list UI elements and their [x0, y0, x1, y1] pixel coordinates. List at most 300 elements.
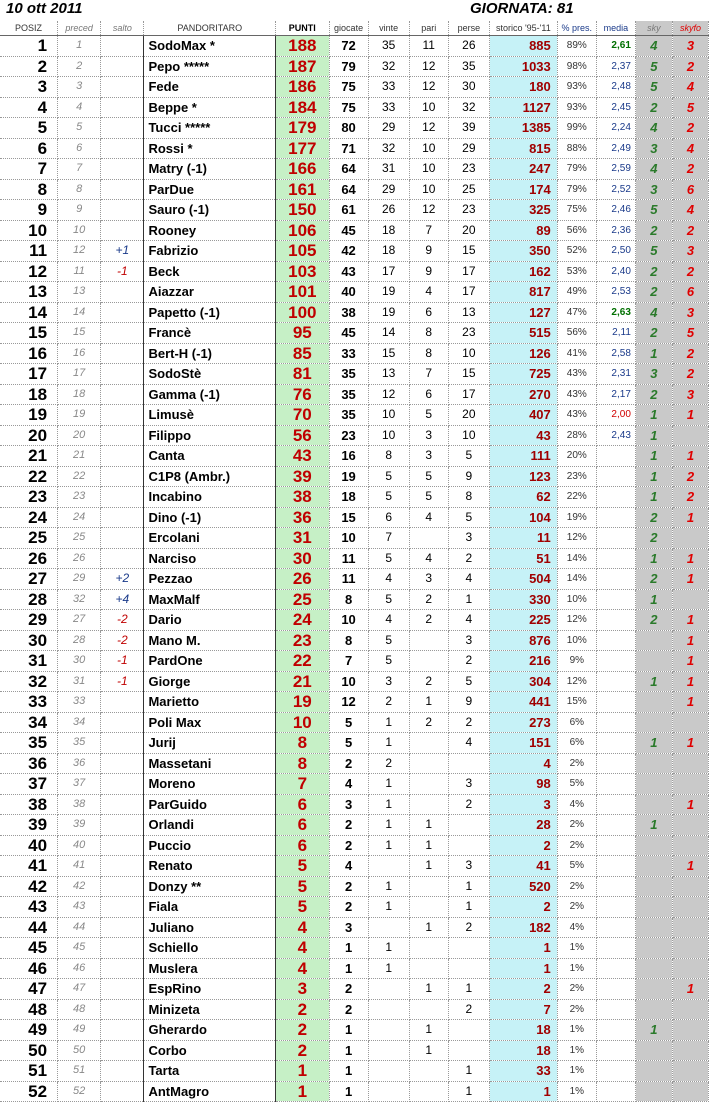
won: 15 — [368, 343, 409, 364]
won: 5 — [368, 487, 409, 508]
previous-position: 10 — [58, 220, 101, 241]
average — [596, 794, 635, 815]
historic-total: 28 — [489, 815, 557, 836]
won: 29 — [368, 179, 409, 200]
position: 18 — [0, 384, 58, 405]
sky-count: 5 — [635, 200, 672, 221]
won: 5 — [368, 589, 409, 610]
player-name: Filippo — [144, 425, 276, 446]
won: 6 — [368, 507, 409, 528]
presence-percent: 15% — [557, 692, 596, 713]
sky-count: 5 — [635, 77, 672, 98]
lost: 2 — [448, 917, 489, 938]
lost: 15 — [448, 241, 489, 262]
presence-percent: 2% — [557, 876, 596, 897]
drawn: 10 — [409, 179, 448, 200]
drawn: 2 — [409, 610, 448, 631]
points: 5 — [276, 897, 329, 918]
header-row — [0, 21, 709, 36]
historic-total: 89 — [489, 220, 557, 241]
played: 42 — [329, 241, 368, 262]
skyfo-count — [672, 774, 708, 795]
average — [596, 1020, 635, 1041]
previous-position: 28 — [58, 630, 101, 651]
sky-count: 4 — [635, 159, 672, 180]
won: 5 — [368, 548, 409, 569]
average — [596, 1040, 635, 1061]
skyfo-count: 1 — [672, 569, 708, 590]
played: 43 — [329, 261, 368, 282]
lost: 5 — [448, 507, 489, 528]
position: 7 — [0, 159, 58, 180]
average: 2,00 — [596, 405, 635, 426]
points: 22 — [276, 651, 329, 672]
previous-position: 40 — [58, 835, 101, 856]
historic-total: 162 — [489, 261, 557, 282]
table-row — [0, 712, 709, 733]
played: 11 — [329, 548, 368, 569]
drawn: 12 — [409, 200, 448, 221]
sky-count: 2 — [635, 610, 672, 631]
position: 16 — [0, 343, 58, 364]
presence-percent: 5% — [557, 774, 596, 795]
average — [596, 1061, 635, 1082]
position: 12 — [0, 261, 58, 282]
skyfo-count: 2 — [672, 220, 708, 241]
points: 188 — [276, 36, 329, 57]
lost: 4 — [448, 569, 489, 590]
historic-total: 515 — [489, 323, 557, 344]
previous-position: 51 — [58, 1061, 101, 1082]
drawn — [409, 876, 448, 897]
player-name: Tarta — [144, 1061, 276, 1082]
table-row — [0, 159, 709, 180]
average — [596, 528, 635, 549]
played: 80 — [329, 118, 368, 139]
position: 33 — [0, 692, 58, 713]
position-change — [101, 774, 144, 795]
skyfo-count: 2 — [672, 487, 708, 508]
previous-position: 46 — [58, 958, 101, 979]
position: 38 — [0, 794, 58, 815]
played: 1 — [329, 1061, 368, 1082]
previous-position: 47 — [58, 979, 101, 1000]
average — [596, 466, 635, 487]
played: 75 — [329, 97, 368, 118]
points: 38 — [276, 487, 329, 508]
position-change — [101, 446, 144, 467]
sky-count — [635, 979, 672, 1000]
presence-percent: 53% — [557, 261, 596, 282]
skyfo-count: 1 — [672, 405, 708, 426]
position-change — [101, 56, 144, 77]
position-change — [101, 179, 144, 200]
won: 1 — [368, 938, 409, 959]
position: 52 — [0, 1081, 58, 1102]
player-name: Narciso — [144, 548, 276, 569]
previous-position: 43 — [58, 897, 101, 918]
sky-count: 2 — [635, 528, 672, 549]
average — [596, 692, 635, 713]
historic-total: 18 — [489, 1020, 557, 1041]
won: 1 — [368, 774, 409, 795]
position: 2 — [0, 56, 58, 77]
drawn — [409, 630, 448, 651]
presence-percent: 5% — [557, 856, 596, 877]
skyfo-count: 2 — [672, 159, 708, 180]
player-name: Gamma (-1) — [144, 384, 276, 405]
points: 8 — [276, 753, 329, 774]
drawn: 3 — [409, 425, 448, 446]
sky-count — [635, 958, 672, 979]
average — [596, 651, 635, 672]
lost: 3 — [448, 528, 489, 549]
points: 4 — [276, 938, 329, 959]
sky-count — [635, 876, 672, 897]
average — [596, 507, 635, 528]
skyfo-count — [672, 938, 708, 959]
header-vinte: vinte — [368, 21, 409, 36]
played: 2 — [329, 999, 368, 1020]
position: 19 — [0, 405, 58, 426]
sky-count — [635, 692, 672, 713]
played: 11 — [329, 569, 368, 590]
won: 29 — [368, 118, 409, 139]
position-change — [101, 712, 144, 733]
previous-position: 30 — [58, 651, 101, 672]
historic-total: 182 — [489, 917, 557, 938]
position: 31 — [0, 651, 58, 672]
table-row — [0, 446, 709, 467]
presence-percent: 2% — [557, 753, 596, 774]
average: 2,40 — [596, 261, 635, 282]
average: 2,24 — [596, 118, 635, 139]
player-name: Renato — [144, 856, 276, 877]
average: 2,11 — [596, 323, 635, 344]
won: 2 — [368, 692, 409, 713]
previous-position: 16 — [58, 343, 101, 364]
previous-position: 52 — [58, 1081, 101, 1102]
points: 10 — [276, 712, 329, 733]
points: 150 — [276, 200, 329, 221]
won: 1 — [368, 876, 409, 897]
average — [596, 630, 635, 651]
points: 26 — [276, 569, 329, 590]
position: 1 — [0, 36, 58, 57]
won: 3 — [368, 671, 409, 692]
player-name: ParGuido — [144, 794, 276, 815]
position: 42 — [0, 876, 58, 897]
won: 4 — [368, 610, 409, 631]
points: 24 — [276, 610, 329, 631]
skyfo-count — [672, 815, 708, 836]
points: 6 — [276, 815, 329, 836]
skyfo-count — [672, 589, 708, 610]
skyfo-count: 5 — [672, 97, 708, 118]
historic-total: 1127 — [489, 97, 557, 118]
skyfo-count: 1 — [672, 610, 708, 631]
presence-percent: 79% — [557, 179, 596, 200]
player-name: C1P8 (Ambr.) — [144, 466, 276, 487]
won: 8 — [368, 446, 409, 467]
won: 1 — [368, 733, 409, 754]
presence-percent: 2% — [557, 897, 596, 918]
skyfo-count: 2 — [672, 466, 708, 487]
points: 23 — [276, 630, 329, 651]
presence-percent: 4% — [557, 917, 596, 938]
average: 2,63 — [596, 302, 635, 323]
played: 19 — [329, 466, 368, 487]
player-name: Giorge — [144, 671, 276, 692]
previous-position: 32 — [58, 589, 101, 610]
position: 5 — [0, 118, 58, 139]
table-row — [0, 733, 709, 754]
played: 3 — [329, 917, 368, 938]
player-name: Ercolani — [144, 528, 276, 549]
drawn: 10 — [409, 138, 448, 159]
historic-total: 1385 — [489, 118, 557, 139]
sky-count: 2 — [635, 282, 672, 303]
sky-count: 3 — [635, 179, 672, 200]
average — [596, 835, 635, 856]
player-name: Donzy ** — [144, 876, 276, 897]
position-change — [101, 343, 144, 364]
position-change: -1 — [101, 651, 144, 672]
won: 19 — [368, 282, 409, 303]
average — [596, 958, 635, 979]
played: 40 — [329, 282, 368, 303]
sky-count: 1 — [635, 405, 672, 426]
sky-count — [635, 897, 672, 918]
skyfo-count — [672, 897, 708, 918]
lost: 1 — [448, 897, 489, 918]
table-row — [0, 917, 709, 938]
skyfo-count: 2 — [672, 261, 708, 282]
average — [596, 979, 635, 1000]
average — [596, 774, 635, 795]
table-row — [0, 466, 709, 487]
points: 103 — [276, 261, 329, 282]
presence-percent: 12% — [557, 610, 596, 631]
sky-count — [635, 774, 672, 795]
skyfo-count — [672, 712, 708, 733]
average — [596, 548, 635, 569]
table-row — [0, 56, 709, 77]
presence-percent: 22% — [557, 487, 596, 508]
average: 2,53 — [596, 282, 635, 303]
presence-percent: 23% — [557, 466, 596, 487]
lost: 10 — [448, 343, 489, 364]
position-change — [101, 815, 144, 836]
points: 19 — [276, 692, 329, 713]
table-row — [0, 671, 709, 692]
won: 5 — [368, 466, 409, 487]
player-name: Juliano — [144, 917, 276, 938]
presence-percent: 14% — [557, 569, 596, 590]
table-row — [0, 548, 709, 569]
lost: 2 — [448, 794, 489, 815]
sky-count — [635, 651, 672, 672]
skyfo-count: 2 — [672, 364, 708, 385]
player-name: Jurij — [144, 733, 276, 754]
average — [596, 671, 635, 692]
won: 10 — [368, 405, 409, 426]
won: 1 — [368, 835, 409, 856]
points: 6 — [276, 794, 329, 815]
lost: 15 — [448, 364, 489, 385]
played: 12 — [329, 692, 368, 713]
skyfo-count: 1 — [672, 671, 708, 692]
previous-position: 23 — [58, 487, 101, 508]
sky-count: 1 — [635, 466, 672, 487]
played: 4 — [329, 774, 368, 795]
previous-position: 35 — [58, 733, 101, 754]
table-row — [0, 343, 709, 364]
player-name: Mano M. — [144, 630, 276, 651]
lost: 32 — [448, 97, 489, 118]
previous-position: 31 — [58, 671, 101, 692]
average — [596, 897, 635, 918]
skyfo-count: 1 — [672, 979, 708, 1000]
skyfo-count: 1 — [672, 733, 708, 754]
sky-count: 3 — [635, 364, 672, 385]
played: 64 — [329, 179, 368, 200]
previous-position: 25 — [58, 528, 101, 549]
won: 13 — [368, 364, 409, 385]
played: 35 — [329, 405, 368, 426]
average — [596, 753, 635, 774]
presence-percent: 9% — [557, 651, 596, 672]
position-change: +2 — [101, 569, 144, 590]
drawn: 1 — [409, 979, 448, 1000]
historic-total: 1 — [489, 938, 557, 959]
drawn: 2 — [409, 671, 448, 692]
points: 161 — [276, 179, 329, 200]
historic-total: 815 — [489, 138, 557, 159]
drawn: 10 — [409, 159, 448, 180]
presence-percent: 56% — [557, 220, 596, 241]
player-name: Massetani — [144, 753, 276, 774]
player-name: Incabino — [144, 487, 276, 508]
presence-percent: 12% — [557, 528, 596, 549]
historic-total: 2 — [489, 897, 557, 918]
position-change — [101, 692, 144, 713]
player-name: ParDue — [144, 179, 276, 200]
average — [596, 876, 635, 897]
skyfo-count: 3 — [672, 241, 708, 262]
player-name: AntMagro — [144, 1081, 276, 1102]
drawn — [409, 733, 448, 754]
historic-total: 330 — [489, 589, 557, 610]
position: 34 — [0, 712, 58, 733]
lost — [448, 753, 489, 774]
previous-position: 33 — [58, 692, 101, 713]
lost: 9 — [448, 692, 489, 713]
lost: 23 — [448, 323, 489, 344]
points: 187 — [276, 56, 329, 77]
average — [596, 938, 635, 959]
average — [596, 733, 635, 754]
player-name: Papetto (-1) — [144, 302, 276, 323]
position: 43 — [0, 897, 58, 918]
played: 72 — [329, 36, 368, 57]
points: 4 — [276, 958, 329, 979]
position-change — [101, 753, 144, 774]
position-change — [101, 1081, 144, 1102]
position-change — [101, 425, 144, 446]
historic-total: 520 — [489, 876, 557, 897]
sky-count: 1 — [635, 343, 672, 364]
header-pres: % pres. — [557, 21, 596, 36]
position-change — [101, 302, 144, 323]
position: 11 — [0, 241, 58, 262]
points: 5 — [276, 876, 329, 897]
played: 1 — [329, 1081, 368, 1102]
position: 35 — [0, 733, 58, 754]
lost: 4 — [448, 610, 489, 631]
points: 8 — [276, 733, 329, 754]
position: 27 — [0, 569, 58, 590]
presence-percent: 28% — [557, 425, 596, 446]
points: 1 — [276, 1061, 329, 1082]
presence-percent: 2% — [557, 835, 596, 856]
previous-position: 7 — [58, 159, 101, 180]
skyfo-count — [672, 1061, 708, 1082]
lost: 35 — [448, 56, 489, 77]
skyfo-count: 3 — [672, 36, 708, 57]
points: 1 — [276, 1081, 329, 1102]
won — [368, 979, 409, 1000]
lost: 5 — [448, 446, 489, 467]
lost: 39 — [448, 118, 489, 139]
header-perse: perse — [448, 21, 489, 36]
position-change — [101, 999, 144, 1020]
position-change — [101, 1020, 144, 1041]
previous-position: 4 — [58, 97, 101, 118]
position-change — [101, 200, 144, 221]
player-name: SodoStè — [144, 364, 276, 385]
previous-position: 18 — [58, 384, 101, 405]
position-change — [101, 856, 144, 877]
skyfo-count: 6 — [672, 179, 708, 200]
sky-count: 1 — [635, 589, 672, 610]
played: 45 — [329, 323, 368, 344]
player-name: Pepo ***** — [144, 56, 276, 77]
played: 2 — [329, 876, 368, 897]
points: 56 — [276, 425, 329, 446]
lost: 2 — [448, 651, 489, 672]
lost: 20 — [448, 405, 489, 426]
presence-percent: 1% — [557, 958, 596, 979]
player-name: Dino (-1) — [144, 507, 276, 528]
position: 17 — [0, 364, 58, 385]
played: 2 — [329, 979, 368, 1000]
drawn: 6 — [409, 302, 448, 323]
position: 32 — [0, 671, 58, 692]
points: 31 — [276, 528, 329, 549]
historic-total: 817 — [489, 282, 557, 303]
sky-count: 5 — [635, 56, 672, 77]
points: 81 — [276, 364, 329, 385]
historic-total: 127 — [489, 302, 557, 323]
presence-percent: 10% — [557, 630, 596, 651]
header-giocate: giocate — [329, 21, 368, 36]
lost: 30 — [448, 77, 489, 98]
played: 8 — [329, 630, 368, 651]
played: 45 — [329, 220, 368, 241]
position-change: -1 — [101, 671, 144, 692]
played: 33 — [329, 343, 368, 364]
